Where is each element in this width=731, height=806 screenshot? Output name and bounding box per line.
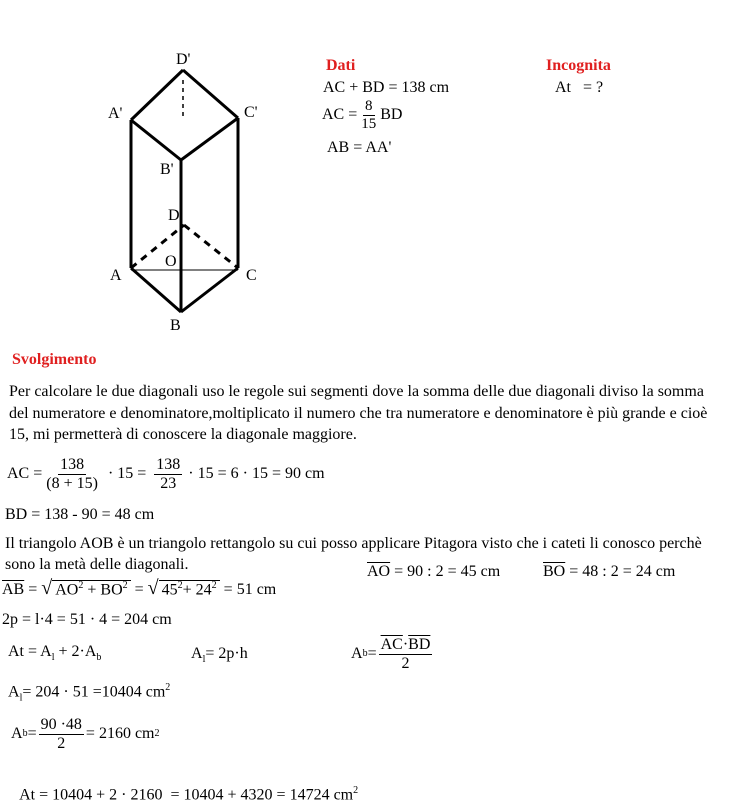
label-o: O <box>165 253 177 270</box>
lateral-area-calculation <box>8 683 170 704</box>
sqrt-2-sup-a: 2 <box>177 579 183 591</box>
dati-line2 <box>322 98 402 132</box>
dati-line1: AC + BD = 138 cm <box>323 79 450 96</box>
bo-rest: = 48 : 2 = 24 cm <box>565 563 676 580</box>
al-calc-sub: l <box>19 692 23 704</box>
lateral-area-formula <box>191 646 248 665</box>
al-calc-pre: A <box>8 683 20 701</box>
prism-figure <box>0 0 300 340</box>
abase-sup: 2 <box>154 728 160 740</box>
abase-den: 2 <box>57 734 66 752</box>
ab-result: = 51 cm <box>219 581 277 598</box>
ab-calculation <box>2 578 276 598</box>
sqrt-sign-1: √ <box>41 577 53 599</box>
sqrt-1 <box>52 580 130 598</box>
al-calc-post: = 204 · 51 =10404 cm <box>22 683 166 701</box>
total-area-calculation <box>12 770 358 803</box>
abase-eq: = <box>27 725 37 743</box>
ab-formula-bd: $\overline{BD}$ <box>408 636 431 653</box>
ac-fraction-2-num: 138 <box>156 456 181 473</box>
at-sub-2: b <box>96 652 102 664</box>
total-area-formula <box>8 644 101 663</box>
bo-segment: $\overline{BO}$ <box>543 563 566 580</box>
abase-sub: b <box>22 728 28 740</box>
al-sub: l <box>202 654 206 666</box>
base-area-formula <box>351 636 434 672</box>
label-d: D <box>168 207 180 224</box>
abase-fraction <box>39 716 84 752</box>
dati-fraction <box>359 98 378 132</box>
dati-fraction-num: 8 <box>365 98 373 114</box>
ac-fraction-1-num: 138 <box>60 456 85 473</box>
at-sub-1: l <box>51 652 55 664</box>
at-final: At = 10404 + 2 · 2160 = 10404 + 4320 = 14724 cm <box>19 786 354 804</box>
ac-fraction-1-den: (8 + 15) <box>46 474 98 492</box>
ac-mid: · 15 = <box>107 465 147 483</box>
ac-pre: AC = <box>7 465 43 483</box>
sqrt-2-a: 45 <box>161 581 178 598</box>
label-a: A <box>110 267 122 284</box>
ab-formula-pre: A <box>351 645 363 663</box>
dati-line3: AB = AA' <box>327 139 392 156</box>
pitagora-paragraph: Il triangolo AOB è un triangolo rettangolo su cui posso applicare Pitagora visto che i cateti li conosco perchè sono la metà delle diagonali. <box>5 535 702 573</box>
ab-formula-num <box>379 636 433 655</box>
sqrt-2-b: 24 <box>195 581 212 598</box>
svolgimento-title: Svolgimento <box>12 351 97 368</box>
abase-pre: A <box>11 725 23 743</box>
label-a-prime: A' <box>108 105 123 122</box>
svolgimento-paragraph: Per calcolare le due diagonali uso le regole sui segmenti dove la somma delle due diagonali diviso la somma del numeratore e denominatore,moltiplicato il numero che tra numeratore e denominatore è più grande e cioè 15, mi permetterà di conoscere la diagonale maggiore. <box>9 383 708 443</box>
label-c: C <box>246 267 257 284</box>
dati-line2-pre: AC = <box>322 106 358 123</box>
ac-fraction-1 <box>44 456 100 492</box>
ab-formula-eq: = <box>367 645 377 663</box>
ac-fraction-2 <box>154 456 182 492</box>
sqrt-2-sup-b: 2 <box>211 579 217 591</box>
ab-eq-2: = <box>130 581 148 598</box>
sqrt-1-ao: AO <box>55 581 79 598</box>
perimeter-calculation: 2p = l·4 = 51 · 4 = 204 cm <box>2 611 172 628</box>
ab-formula-dot: · <box>402 636 409 653</box>
incognita-title: Incognita <box>546 57 611 74</box>
abase-post: = 2160 cm <box>85 725 155 743</box>
dati-line2-post: BD <box>380 106 403 123</box>
bo-calculation <box>543 564 675 580</box>
sqrt-1-bo: $\overline{BO}$ <box>100 581 123 598</box>
ab-eq-1: = <box>24 581 42 598</box>
dati-title: Dati <box>326 57 356 74</box>
ao-rest: = 90 : 2 = 45 cm <box>390 563 501 580</box>
base-area-calculation <box>11 716 160 752</box>
ao-segment: $\overline{AO}$ <box>367 563 391 580</box>
at-pre: At = A <box>8 643 52 660</box>
label-b-prime: B' <box>160 161 174 178</box>
al-calc-sup: 2 <box>165 682 171 693</box>
sqrt-2: $45^2+ 24^2$ <box>159 580 220 598</box>
ab-formula-ac: $\overline{AC}$ <box>380 636 403 653</box>
label-d-prime: D' <box>176 51 191 68</box>
ab-formula-sub: b <box>362 648 368 660</box>
abase-num: 90 ·48 <box>40 716 82 733</box>
sqrt-1-sup-a: 2 <box>78 579 84 591</box>
prism-edges <box>131 70 238 312</box>
prism-hidden-edges <box>131 80 238 270</box>
sqrt-sign-2: √ <box>147 577 159 599</box>
at-mid: + 2·A <box>54 643 97 660</box>
at-final-sup: 2 <box>353 785 359 796</box>
incognita-line1: At = ? <box>555 79 604 96</box>
al-post: = 2p·h <box>205 645 248 662</box>
ab-formula-fraction <box>379 636 433 672</box>
bd-calculation: BD = 138 - 90 = 48 cm <box>5 506 155 523</box>
sqrt-1-plus: + <box>83 581 101 598</box>
label-c-prime: C' <box>244 104 258 121</box>
dati-fraction-den: 15 <box>361 115 377 132</box>
ao-calculation <box>367 564 500 580</box>
ab-segment: $\overline{AB}$ <box>2 581 25 598</box>
label-b: B <box>170 317 181 334</box>
ac-calculation <box>7 456 325 492</box>
sqrt-1-sup-b: 2 <box>122 579 128 591</box>
ac-fraction-2-den: 23 <box>160 474 177 492</box>
ac-post: · 15 = 6 · 15 = 90 cm <box>188 465 325 483</box>
al-pre: A <box>191 645 203 662</box>
ab-formula-den: 2 <box>401 654 410 672</box>
